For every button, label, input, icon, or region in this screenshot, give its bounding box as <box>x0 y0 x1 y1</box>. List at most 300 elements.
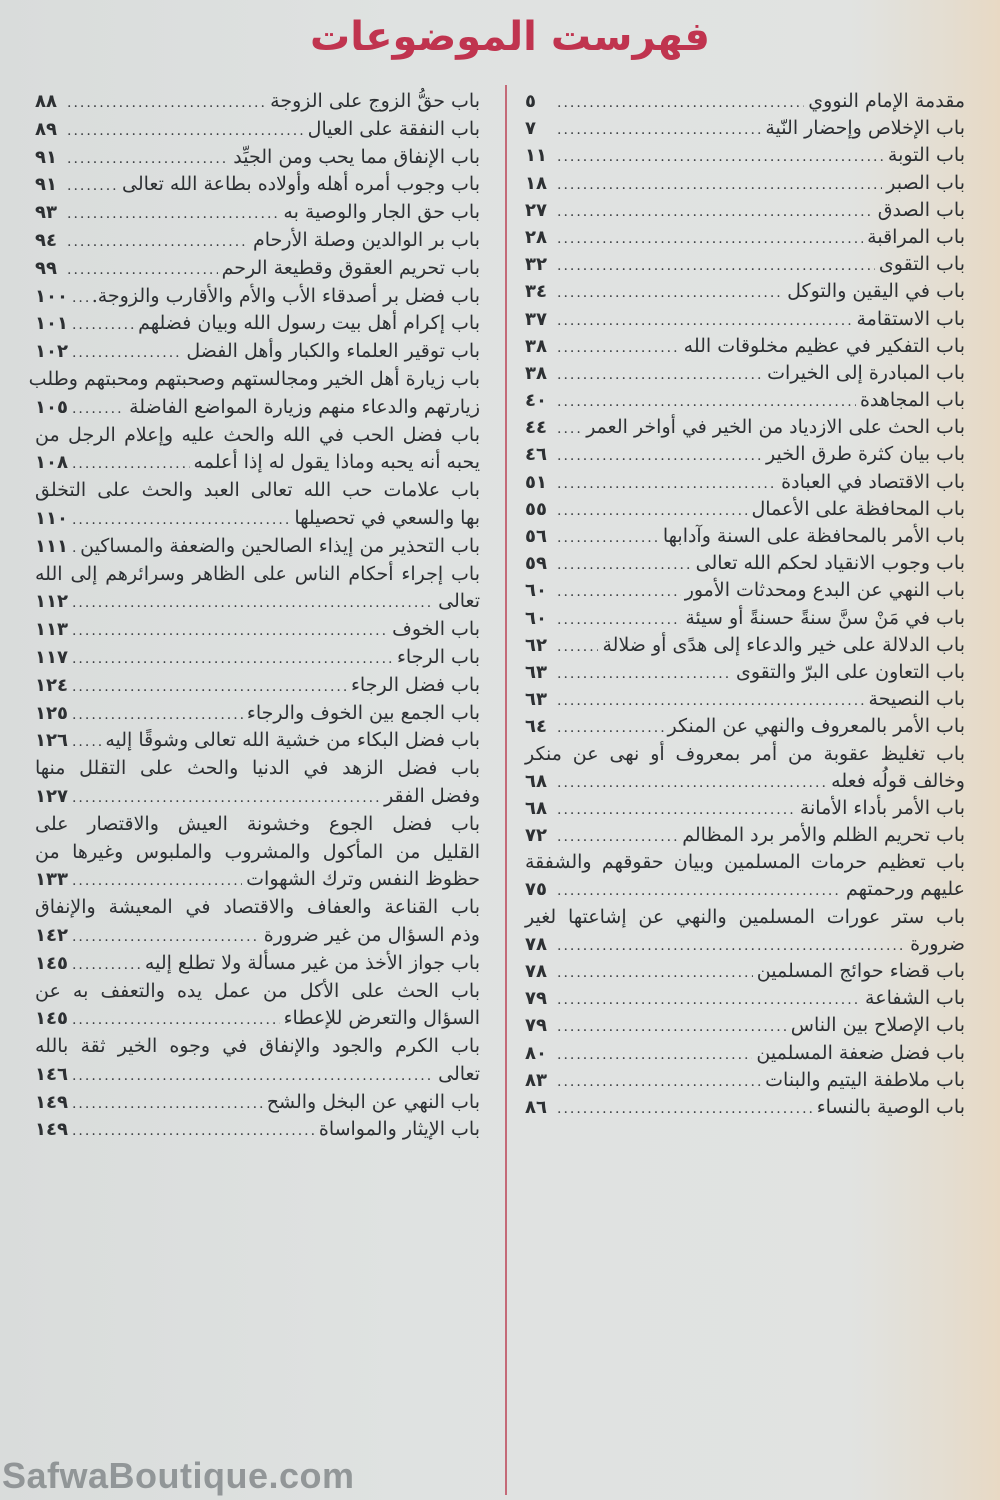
toc-entry-line <box>35 227 480 255</box>
dot-leader <box>557 1042 752 1069</box>
toc-entry-title: باب بيان كثرة طرق الخير <box>766 443 965 466</box>
toc-entry-line <box>35 477 480 505</box>
toc-entry-line <box>35 116 480 144</box>
toc-entry-line <box>525 224 965 251</box>
dot-leader <box>557 797 796 824</box>
toc-entry <box>35 561 480 617</box>
toc-page-number: ٨٦ <box>525 1096 547 1118</box>
toc-entry-line <box>525 632 965 659</box>
toc-right-column <box>525 88 965 1121</box>
toc-page-number: ٦٢ <box>525 634 547 656</box>
toc-page-number: ٥٥ <box>525 498 547 520</box>
toc-page-number: ١٠٨ <box>35 452 68 474</box>
toc-entry-title: باب فضل البكاء من خشية الله تعالى وشوقًا إليه <box>105 729 480 752</box>
toc-entry <box>525 822 965 849</box>
toc-entry <box>35 422 480 478</box>
dot-leader <box>72 702 243 730</box>
toc-page-number: ٢٨ <box>525 226 547 248</box>
toc-entry <box>525 741 965 795</box>
toc-entry <box>35 950 480 978</box>
toc-entry <box>28 366 480 422</box>
toc-page-number: ٦٠ <box>525 607 547 629</box>
toc-entry-line <box>525 958 965 985</box>
toc-entry-line <box>35 338 480 366</box>
toc-entry <box>525 115 965 142</box>
toc-entry <box>35 144 480 172</box>
toc-entry-title: باب النهي عن البخل والشح <box>266 1090 480 1113</box>
toc-entry-title: باب الإصلاح بين الناس <box>790 1014 965 1037</box>
dot-leader <box>72 1118 315 1146</box>
toc-entry-line <box>35 839 480 867</box>
toc-entry-title: باب الصبر <box>886 171 965 194</box>
toc-entry-line <box>35 1116 480 1144</box>
toc-page-number: ١٤٥ <box>35 952 68 974</box>
toc-page-number: ٦٣ <box>525 661 547 683</box>
toc-entry-title: باب في مَنْ سنَّ سنةً حسنةً أو سيئة <box>685 606 965 629</box>
toc-entry-line <box>35 310 480 338</box>
toc-entry-title: باب الجمع بين الخوف والرجاء <box>246 701 480 724</box>
dot-leader <box>72 618 388 646</box>
dot-leader <box>557 226 863 253</box>
toc-entry-title: وذم السؤال من غير ضرورة <box>263 923 480 946</box>
toc-entry <box>35 700 480 728</box>
watermark: SafwaBoutique.com <box>2 1455 355 1496</box>
toc-entry-line <box>525 278 965 305</box>
toc-entry-title: باب بر الوالدين وصلة الأرحام <box>253 228 480 251</box>
toc-page-number: ١١٠ <box>35 507 68 529</box>
toc-entry-line <box>525 550 965 577</box>
toc-entry <box>35 1033 480 1089</box>
dot-leader <box>72 1063 434 1091</box>
toc-entry-line <box>35 700 480 728</box>
toc-entry-title: باب فضل الحب في الله والحث عليه وإعلام الرجل من <box>35 423 480 446</box>
toc-page-number: ٦٠ <box>525 580 547 602</box>
toc-entry-title: باب المبادرة إلى الخيرات <box>767 361 965 384</box>
toc-entry-title: باب تغليظ عقوبة من أمر بمعروف أو نهى عن منكر <box>525 742 965 765</box>
dot-leader <box>557 824 678 851</box>
toc-entry-line <box>525 333 965 360</box>
dot-leader <box>72 1091 263 1119</box>
toc-entry-title: ضرورة <box>910 932 965 955</box>
toc-entry-title: باب الإنفاق مما يحب ومن الجيِّد <box>233 145 480 168</box>
toc-entry <box>35 755 480 811</box>
dot-leader <box>557 688 865 715</box>
toc-entry-line <box>525 904 965 931</box>
toc-page-number: ١٠٥ <box>35 396 68 418</box>
toc-entry-line <box>28 366 480 394</box>
toc-entry <box>525 605 965 632</box>
toc-entry-title: تعالى <box>438 590 480 613</box>
toc-entry <box>525 985 965 1012</box>
toc-entry <box>525 713 965 740</box>
toc-page-number: ٩٣ <box>35 202 57 224</box>
toc-page-number: ٧٨ <box>525 933 547 955</box>
toc-entry <box>35 116 480 144</box>
toc-page-number: ٩١ <box>35 174 57 196</box>
toc-entry-title: باب الاستقامة <box>856 307 965 330</box>
dot-leader <box>72 396 125 424</box>
toc-entry-title: باب ستر عورات المسلمين والنهي عن إشاعتها لغير <box>525 905 965 928</box>
toc-entry-title: باب التعاون على البرّ والتقوى <box>735 660 965 683</box>
toc-entry-line <box>525 1067 965 1094</box>
toc-entry-line <box>35 1061 480 1089</box>
toc-entry-title: باب زيارة أهل الخير ومجالستهم وصحبتهم ومحبتهم وطلب <box>28 367 480 390</box>
toc-entry <box>525 88 965 115</box>
toc-entry-line <box>525 441 965 468</box>
toc-entry-title: يحبه أنه يحبه وماذا يقول له إذا أعلمه <box>193 451 480 474</box>
toc-entry-line <box>35 894 480 922</box>
toc-entry-line <box>525 686 965 713</box>
toc-entry <box>35 644 480 672</box>
dot-leader <box>67 201 279 229</box>
toc-page-number: ٥٦ <box>525 526 547 547</box>
dot-leader <box>72 312 134 340</box>
toc-page-number: ١٣٣ <box>35 869 68 891</box>
toc-entry-title: باب النصيحة <box>868 688 965 711</box>
toc-entry <box>525 523 965 550</box>
toc-page-number: ٦٨ <box>525 797 547 819</box>
dot-leader <box>557 117 761 144</box>
dot-leader <box>557 471 777 498</box>
toc-entry-title: باب التحذير من إيذاء الصالحين والضعفة والمساكين <box>80 534 480 557</box>
toc-entry-title: باب الإخلاص وإحضار النّية <box>765 117 965 140</box>
toc-entry-line <box>525 170 965 197</box>
toc-entry-line <box>525 822 965 849</box>
toc-entry-line <box>525 142 965 169</box>
toc-entry <box>525 1094 965 1121</box>
toc-entry-line <box>35 672 480 700</box>
toc-entry-line <box>35 505 480 533</box>
dot-leader <box>72 952 141 980</box>
toc-entry <box>525 469 965 496</box>
toc-entry <box>525 577 965 604</box>
dot-leader <box>557 172 882 199</box>
toc-entry-line <box>525 197 965 224</box>
toc-entry-line <box>35 1033 480 1061</box>
toc-entry-title: باب الأمر بالمحافظة على السنة وآدابها <box>662 525 965 547</box>
toc-entry-title: باب المراقبة <box>867 225 965 248</box>
toc-entry-title: باب ملاطفة اليتيم والبنات <box>765 1068 965 1091</box>
dot-leader <box>557 525 659 552</box>
toc-entry-line <box>35 255 480 283</box>
toc-entry-line <box>525 496 965 523</box>
toc-entry-title: القليل من المأكول والمشروب والملبوس وغيرها من <box>35 840 480 863</box>
toc-entry-line <box>35 755 480 783</box>
dot-leader <box>72 924 260 952</box>
toc-entry <box>525 958 965 985</box>
dot-leader <box>557 715 664 742</box>
dot-leader <box>72 535 76 563</box>
toc-entry <box>525 659 965 686</box>
toc-page-number: ١٢٧ <box>35 785 68 807</box>
dot-leader <box>67 173 118 201</box>
toc-entry <box>525 414 965 441</box>
toc-entry <box>525 387 965 414</box>
toc-entry <box>35 1116 480 1144</box>
toc-entry-line <box>525 659 965 686</box>
toc-entry-title: وفضل الفقر <box>384 784 480 807</box>
toc-page-number: ١٠٢ <box>35 341 68 363</box>
toc-page-number: ٩١ <box>35 146 57 168</box>
toc-page-number: ١٠١ <box>35 313 68 335</box>
toc-entry-title: باب فضل الرجاء <box>350 673 480 696</box>
toc-entry-title: السؤال والتعرض للإعطاء <box>283 1007 480 1030</box>
toc-entry-title: باب الحث على الأكل من عمل يده والتعفف به عن <box>35 979 480 1002</box>
toc-entry <box>525 904 965 958</box>
toc-entry <box>525 170 965 197</box>
toc-entry-line <box>35 144 480 172</box>
toc-page-number: ١١٣ <box>35 619 68 641</box>
toc-entry <box>525 686 965 713</box>
toc-entry-line <box>35 422 480 450</box>
toc-entry-title: باب إجراء أحكام الناس على الظاهر وسرائرهم إلى الله <box>35 562 480 585</box>
dot-leader <box>557 253 875 280</box>
toc-entry-line <box>35 950 480 978</box>
toc-entry-line <box>525 577 965 604</box>
toc-entry-title: حظوظ النفس وترك الشهوات <box>246 868 480 891</box>
toc-entry-line <box>525 523 965 550</box>
toc-left-column <box>28 88 480 1144</box>
toc-entry-title: باب حق الجار والوصية به <box>283 201 480 224</box>
dot-leader <box>557 443 762 470</box>
toc-entry <box>35 283 480 311</box>
toc-page-number: ٣٢ <box>525 254 547 276</box>
toc-entry-title: باب الشفاعة <box>865 987 965 1010</box>
toc-entry-title: باب قضاء حوائج المسلمين <box>756 960 965 982</box>
toc-entry-title: باب الأمر بأداء الأمانة <box>799 796 965 819</box>
toc-entry-title: باب النهي عن البدع ومحدثات الأمور <box>684 579 965 602</box>
toc-entry <box>525 224 965 251</box>
toc-page-number: ١٤٩ <box>35 1091 68 1113</box>
toc-page-number: ١١٧ <box>35 646 68 668</box>
toc-entry-line <box>525 115 965 142</box>
toc-entry <box>525 251 965 278</box>
toc-entry <box>525 632 965 659</box>
toc-page-number: ١٢٤ <box>35 674 68 696</box>
toc-entry-title: باب النفقة على العيال <box>307 117 480 140</box>
toc-entry-title: باب التفكير في عظيم مخلوقات الله <box>683 334 965 357</box>
dot-leader <box>557 661 732 688</box>
dot-leader <box>557 960 753 987</box>
toc-entry <box>35 199 480 227</box>
dot-leader <box>557 607 681 634</box>
page-title: فهرست الموضوعات <box>310 14 710 60</box>
toc-entry-line <box>35 449 480 477</box>
toc-entry <box>35 255 480 283</box>
dot-leader <box>557 552 692 579</box>
toc-entry <box>525 441 965 468</box>
dot-leader <box>67 257 218 285</box>
toc-entry <box>525 142 965 169</box>
toc-entry-title: باب علامات حب الله تعالى العبد والحث على التخلق <box>35 479 480 502</box>
dot-leader <box>557 498 747 525</box>
toc-entry-title: باب تحريم الظلم والأمر برد المظالم <box>682 824 965 847</box>
dot-leader <box>72 868 242 896</box>
toc-page-number: ٣٤ <box>525 281 547 303</box>
toc-entry-title: مقدمة الإمام النووي <box>808 90 965 112</box>
dot-leader <box>557 199 874 226</box>
toc-entry-title: باب حقُّ الزوج على الزوجة <box>270 90 480 112</box>
dot-leader <box>72 674 347 702</box>
toc-page-number: ١٤٥ <box>35 1008 68 1030</box>
toc-entry-title: وخالف قولُه فعله <box>831 769 965 792</box>
toc-page-number: ٥٩ <box>525 553 547 575</box>
toc-page-number: ١١١ <box>35 535 68 557</box>
toc-entry-line <box>525 414 965 441</box>
toc-entry-line <box>525 876 965 903</box>
toc-page-number: ١١٢ <box>35 591 68 613</box>
toc-entry-title: باب التقوى <box>878 253 965 276</box>
toc-entry-title: باب فضل بر أصدقاء الأب والأم والأقارب والزوجة. <box>91 284 480 307</box>
toc-page-number: ٤٤ <box>525 417 547 439</box>
dot-leader <box>72 785 380 813</box>
dot-leader <box>557 389 856 416</box>
toc-entry-title: باب تحريم العقوق وقطيعة الرحم <box>221 256 480 279</box>
toc-entry-title: باب الخوف <box>392 618 480 641</box>
toc-entry-line <box>35 866 480 894</box>
toc-entry-title: باب في اليقين والتوكل <box>787 280 965 303</box>
toc-entry <box>35 533 480 561</box>
toc-entry <box>35 88 480 116</box>
toc-page-number: ٧ <box>525 118 536 140</box>
toc-entry-line <box>35 533 480 561</box>
toc-entry-line <box>525 469 965 496</box>
dot-leader <box>72 285 88 313</box>
toc-entry <box>525 360 965 387</box>
toc-page-number: ٦٨ <box>525 770 547 792</box>
toc-page-number: ٣٨ <box>525 362 547 384</box>
toc-page-number: ٧٨ <box>525 961 547 982</box>
toc-entry-title: باب وجوب الانقياد لحكم الله تعالى <box>695 552 965 575</box>
dot-leader <box>72 1007 280 1035</box>
toc-page-number: ١٢٥ <box>35 702 68 724</box>
toc-entry-line <box>35 783 480 811</box>
toc-entry-line <box>35 171 480 199</box>
toc-entry <box>35 894 480 950</box>
toc-entry-title: عليهم ورحمتهم <box>845 878 965 901</box>
toc-page-number: ٦٤ <box>525 716 547 738</box>
toc-entry-line <box>35 394 480 422</box>
toc-page-number: ٤٦ <box>525 444 547 466</box>
toc-entry <box>35 727 480 755</box>
toc-entry <box>525 1067 965 1094</box>
toc-entry <box>525 849 965 903</box>
dot-leader <box>557 933 906 960</box>
toc-entry-title: باب الاقتصاد في العبادة <box>781 470 965 493</box>
toc-page-number: ٩٩ <box>35 257 57 279</box>
toc-page-number: ٢٧ <box>525 199 547 221</box>
toc-entry-line <box>525 849 965 876</box>
toc-entry-title: باب المجاهدة <box>859 389 965 412</box>
dot-leader <box>557 90 804 117</box>
toc-page-number: ١٠٠ <box>35 285 68 307</box>
toc-entry-line <box>525 306 965 333</box>
toc-entry-line <box>525 1094 965 1121</box>
toc-entry-line <box>525 387 965 414</box>
toc-entry-title: باب فضل ضعفة المسلمين <box>756 1041 965 1064</box>
toc-page-number: ٨٣ <box>525 1069 547 1091</box>
toc-entry-line <box>525 768 965 795</box>
toc-page-number: ٧٥ <box>525 879 547 901</box>
toc-entry-line <box>525 931 965 958</box>
toc-page-number: ٣٨ <box>525 335 547 357</box>
toc-entry-title: باب الدلالة على خير والدعاء إلى هدًى أو ضلالة <box>602 633 965 656</box>
toc-entry-title: باب فضل الزهد في الدنيا والحث على التقلل منها <box>35 757 480 780</box>
toc-page-number: ١١ <box>525 145 547 167</box>
toc-page-number: ٧٢ <box>525 825 547 847</box>
toc-entry <box>35 1089 480 1117</box>
toc-entry-line <box>35 1089 480 1117</box>
toc-entry-title: باب إكرام أهل بيت رسول الله وبيان فضلهم <box>138 312 480 335</box>
toc-entry-line <box>525 88 965 115</box>
toc-entry-title: باب الرجاء <box>396 645 480 668</box>
dot-leader <box>72 451 190 479</box>
dot-leader <box>557 579 681 606</box>
toc-page-number: ٧٩ <box>525 988 547 1010</box>
toc-entry-title: باب الكرم والجود والإنفاق في وجوه الخير ثقة بالله <box>35 1035 480 1058</box>
toc-entry <box>525 278 965 305</box>
dot-leader <box>557 1096 813 1123</box>
toc-entry-title: باب الحث على الازدياد من الخير في أواخر العمر <box>586 416 965 439</box>
toc-entry-line <box>525 985 965 1012</box>
dot-leader <box>557 144 884 171</box>
toc-entry <box>35 811 480 894</box>
toc-entry-line <box>35 1005 480 1033</box>
toc-page-number: ١٨ <box>525 172 547 194</box>
toc-entry-title: باب المحافظة على الأعمال <box>751 497 965 520</box>
toc-entry-title: باب جواز الأخذ من غير مسألة ولا تطلع إليه <box>144 951 480 974</box>
toc-entry <box>35 978 480 1034</box>
dot-leader <box>72 340 182 368</box>
toc-page-number: ٥١ <box>525 471 547 493</box>
toc-entry <box>525 197 965 224</box>
toc-page-number: ١٢٦ <box>35 730 68 752</box>
toc-entry-line <box>525 713 965 740</box>
dot-leader <box>67 118 304 146</box>
toc-entry <box>525 306 965 333</box>
dot-leader <box>557 362 763 389</box>
toc-page-number: ٦٣ <box>525 689 547 711</box>
toc-entry-line <box>525 741 965 768</box>
toc-entry-line <box>525 251 965 278</box>
dot-leader <box>72 729 101 757</box>
toc-entry-title: تعالى <box>438 1062 480 1085</box>
toc-entry-title: بها والسعي في تحصيلها <box>294 506 480 529</box>
dot-leader <box>557 1014 787 1041</box>
toc-page-number: ٣٧ <box>525 308 547 330</box>
toc-entry-title: باب فضل الجوع وخشونة العيش والاقتصار على <box>35 812 480 835</box>
toc-entry-line <box>35 644 480 672</box>
toc-entry-line <box>35 588 480 616</box>
toc-page-number: ١٤٩ <box>35 1119 68 1141</box>
toc-entry <box>525 333 965 360</box>
toc-page-number: ٨٨ <box>35 91 57 112</box>
toc-entry-title: باب الإيثار والمواساة <box>318 1118 480 1141</box>
toc-entry <box>525 795 965 822</box>
toc-page-number: ٨٩ <box>35 118 57 140</box>
toc-entry-line <box>525 795 965 822</box>
toc-entry-line <box>35 922 480 950</box>
toc-entry <box>35 477 480 533</box>
toc-entry-title: باب تعظيم حرمات المسلمين وبيان حقوقهم والشفقة <box>525 851 965 874</box>
toc-entry-line <box>35 727 480 755</box>
dot-leader <box>67 90 266 118</box>
toc-entry <box>35 338 480 366</box>
toc-entry-line <box>525 1012 965 1039</box>
dot-leader <box>67 229 249 257</box>
toc-entry-title: باب توقير العلماء والكبار وأهل الفضل <box>186 340 480 363</box>
toc-entry-line <box>35 811 480 839</box>
